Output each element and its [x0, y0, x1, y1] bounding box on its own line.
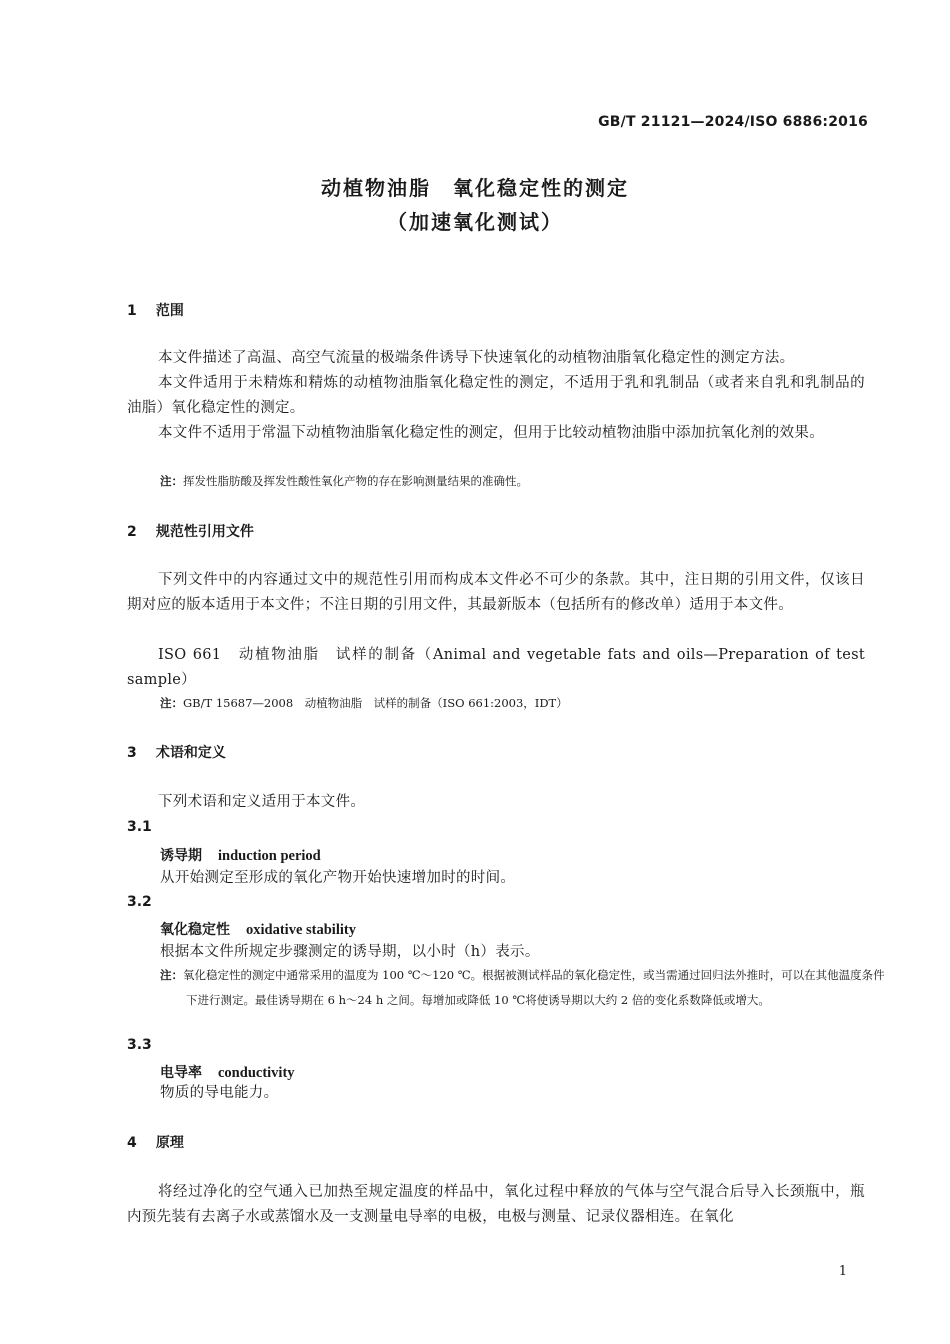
section-heading-4 [127, 1132, 184, 1152]
section-heading-2 [127, 521, 254, 541]
section-4-paragraph-1: 将经过净化的空气通入已加热至规定温度的样品中，氧化过程中释放的气体与空气混合后导入长颈瓶中，瓶内预先装有去离子水或蒸馏水及一支测量电导率的电极，电极与测量、记录仪器相连。在氧化 [127, 1184, 865, 1225]
section-1-paragraph-3: 本文件不适用于常温下动植物油脂氧化稳定性的测定，但用于比较动植物油脂中添加抗氧化剂的效果。 [158, 425, 824, 441]
term-en: oxidative stability [246, 922, 356, 938]
section-3-paragraph-1: 下列术语和定义适用于本文件。 [158, 794, 366, 810]
section-number: 4 [127, 1135, 137, 1151]
section-number: 2 [127, 524, 137, 540]
term-zh: 氧化稳定性 [160, 922, 230, 938]
section-title: 原理 [155, 1135, 184, 1151]
term-zh: 电导率 [160, 1065, 202, 1081]
term-entry [160, 919, 356, 939]
section-title: 规范性引用文件 [155, 524, 254, 540]
section-heading-3 [127, 742, 226, 762]
section-heading-1 [127, 300, 184, 320]
section-2-paragraph-1: 下列文件中的内容通过文中的规范性引用而构成本文件必不可少的条款。其中，注日期的引用文件，仅该日期对应的版本适用于本文件；不注日期的引用文件，其最新版本（包括所有的修改单）适用于本文件。 [127, 572, 865, 613]
term-note [160, 963, 892, 1013]
section-title: 范围 [155, 303, 184, 319]
document-title: 动植物油脂 氧化稳定性的测定 [321, 176, 629, 200]
term-entry [160, 1062, 295, 1082]
page-number: 1 [838, 1264, 847, 1279]
section-2-reference: ISO 661 动植物油脂 试样的制备（Animal and vegetable fats and oils—Preparation of test sample） [127, 647, 865, 688]
document-subtitle: （加速氧化测试） [387, 210, 563, 234]
term-number: 3.3 [127, 1037, 152, 1053]
note-label: 注： [160, 968, 183, 982]
section-number: 3 [127, 745, 137, 761]
term-zh: 诱导期 [160, 848, 202, 864]
section-1-note [160, 469, 866, 494]
section-1-paragraph-2: 本文件适用于未精炼和精炼的动植物油脂氧化稳定性的测定，不适用于乳和乳制品（或者来自乳和乳制品的油脂）氧化稳定性的测定。 [127, 375, 865, 416]
standard-code: GB/T 21121—2024/ISO 6886:2016 [598, 114, 868, 130]
section-1-paragraph-1: 本文件描述了高温、高空气流量的极端条件诱导下快速氧化的动植物油脂氧化稳定性的测定方法。 [158, 350, 795, 366]
note-text: 氧化稳定性的测定中通常采用的温度为 100 ℃～120 ℃。根据被测试样品的氧化稳定性，或当需通过回归法外推时，可以在其他温度条件下进行测定。最佳诱导期在 6 h～24 h 之间。每增加或降低 10 ℃将使诱导期以大约 2 倍的变化系数降低或增大。 [183, 968, 885, 1007]
term-en: conductivity [218, 1065, 295, 1081]
term-definition: 物质的导电能力。 [160, 1085, 279, 1101]
term-number: 3.1 [127, 819, 152, 835]
note-label: 注： [160, 474, 183, 488]
note-text: 挥发性脂肪酸及挥发性酸性氧化产物的存在影响测量结果的准确性。 [183, 474, 528, 488]
section-number: 1 [127, 303, 137, 319]
term-definition: 从开始测定至形成的氧化产物开始快速增加时的时间。 [160, 870, 516, 886]
term-en: induction period [218, 848, 321, 864]
note-text: GB/T 15687—2008 动植物油脂 试样的制备（ISO 661:2003，IDT） [183, 696, 568, 710]
section-2-note [160, 691, 866, 716]
term-definition: 根据本文件所规定步骤测定的诱导期，以小时（h）表示。 [160, 944, 540, 960]
note-label: 注： [160, 696, 183, 710]
term-entry [160, 845, 321, 865]
section-title: 术语和定义 [155, 745, 226, 761]
term-number: 3.2 [127, 894, 152, 910]
